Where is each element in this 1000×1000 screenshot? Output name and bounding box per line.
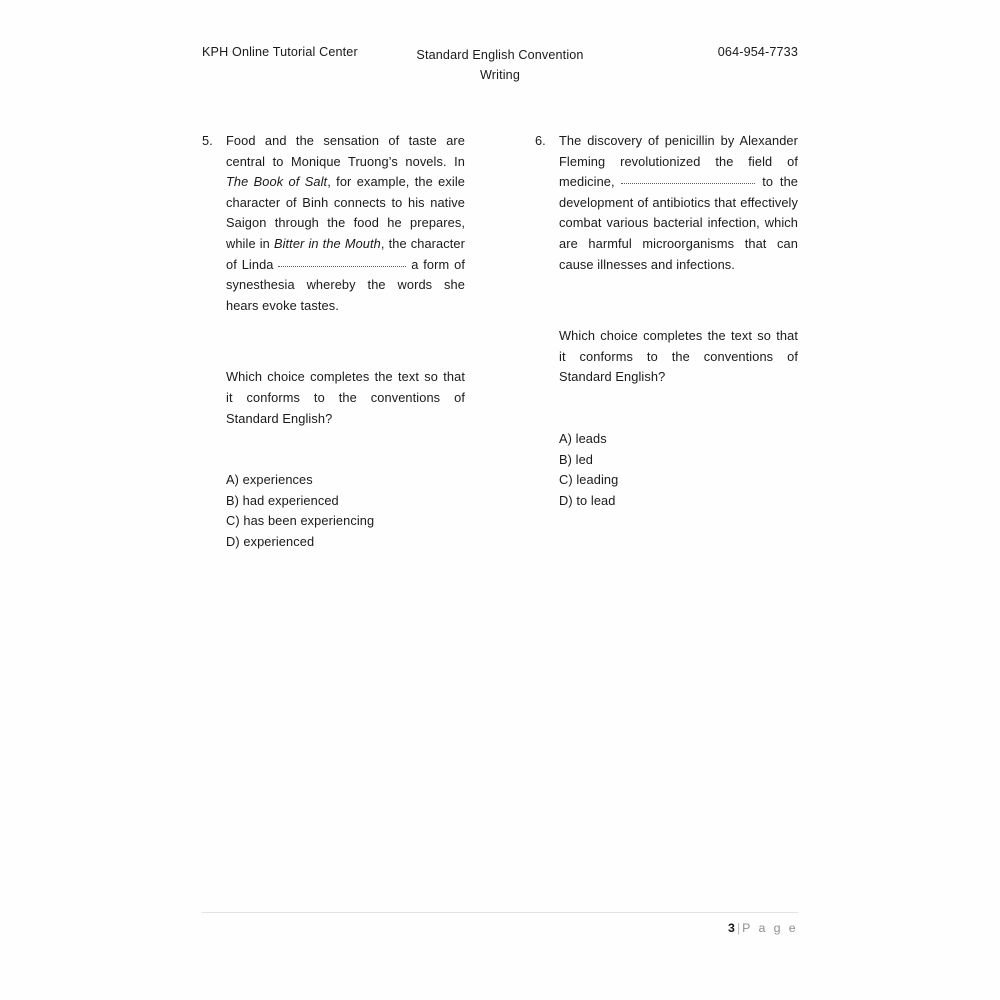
- question-6-choice-d[interactable]: D) to lead: [559, 492, 616, 508]
- footer-page-number: 3: [728, 921, 735, 935]
- question-5-italic-title-2: Bitter in the Mouth: [273, 235, 381, 251]
- footer-separator: |: [736, 921, 741, 935]
- question-6-number: 6.: [535, 133, 546, 148]
- header-title: [202, 45, 798, 85]
- question-6-choices: [559, 429, 798, 511]
- question-5-choice-d[interactable]: D) experienced: [226, 533, 315, 549]
- question-5-number: 5.: [202, 133, 213, 148]
- spacer: [226, 429, 465, 470]
- header-phone: 064-954-7733: [717, 45, 798, 59]
- question-5-passage-part2: , for example, the exile character of Binh connects to his native Saigon through the food he prepares, while in: [226, 174, 465, 251]
- question-5-passage-part1: Food and the sensation of taste are central to Monique Truong’s novels. In: [226, 133, 465, 169]
- question-5-passage: [226, 131, 465, 316]
- question-6-passage-part2: to the development of antibiotics that effectively combat various bacterial infection, which are harmful microorganisms that can cause illnesses and infections.: [559, 174, 799, 272]
- spacer: [559, 388, 798, 429]
- question-5-choices: [226, 470, 465, 552]
- question-6-blank: [621, 183, 755, 184]
- question-5: [202, 131, 465, 553]
- footer-page-word: P a g e: [742, 921, 798, 935]
- header-title-line1: Standard English Convention: [416, 48, 584, 62]
- question-5-italic-title-1: The Book of Salt: [226, 174, 328, 190]
- question-6-prompt: Which choice completes the text so that it conforms to the conventions of Standard English?: [559, 328, 798, 385]
- page-number-label: [202, 913, 798, 935]
- question-5-choice-c[interactable]: C) has been experiencing: [226, 513, 375, 529]
- question-6: [535, 131, 798, 511]
- header-organization: KPH Online Tutorial Center: [202, 45, 358, 59]
- question-column-right: [535, 131, 798, 553]
- question-5-passage-part3: , the character of Linda: [226, 235, 465, 272]
- question-6-choice-a[interactable]: A) leads: [559, 430, 607, 446]
- question-6-choice-b[interactable]: B) led: [559, 451, 594, 467]
- question-6-passage-part1: The discovery of penicillin by Alexander Fleming revolutionized the field of medicine,: [559, 133, 798, 190]
- question-5-passage-part4: a form of synesthesia whereby the words she hears evoke tastes.: [226, 256, 465, 313]
- question-6-choice-c[interactable]: C) leading: [559, 472, 619, 488]
- spacer: [226, 316, 465, 367]
- spacer: [559, 275, 798, 326]
- question-5-blank: [278, 266, 406, 267]
- question-6-passage: [559, 131, 798, 275]
- page-header: [202, 0, 798, 90]
- questions-container: [202, 131, 798, 553]
- question-5-prompt: Which choice completes the text so that it conforms to the conventions of Standard English?: [226, 369, 465, 426]
- header-title-line2: Writing: [479, 68, 520, 82]
- question-5-choice-a[interactable]: A) experiences: [226, 472, 313, 488]
- question-column-left: [202, 131, 465, 553]
- question-5-choice-b[interactable]: B) had experienced: [226, 492, 339, 508]
- page-footer: [202, 912, 798, 935]
